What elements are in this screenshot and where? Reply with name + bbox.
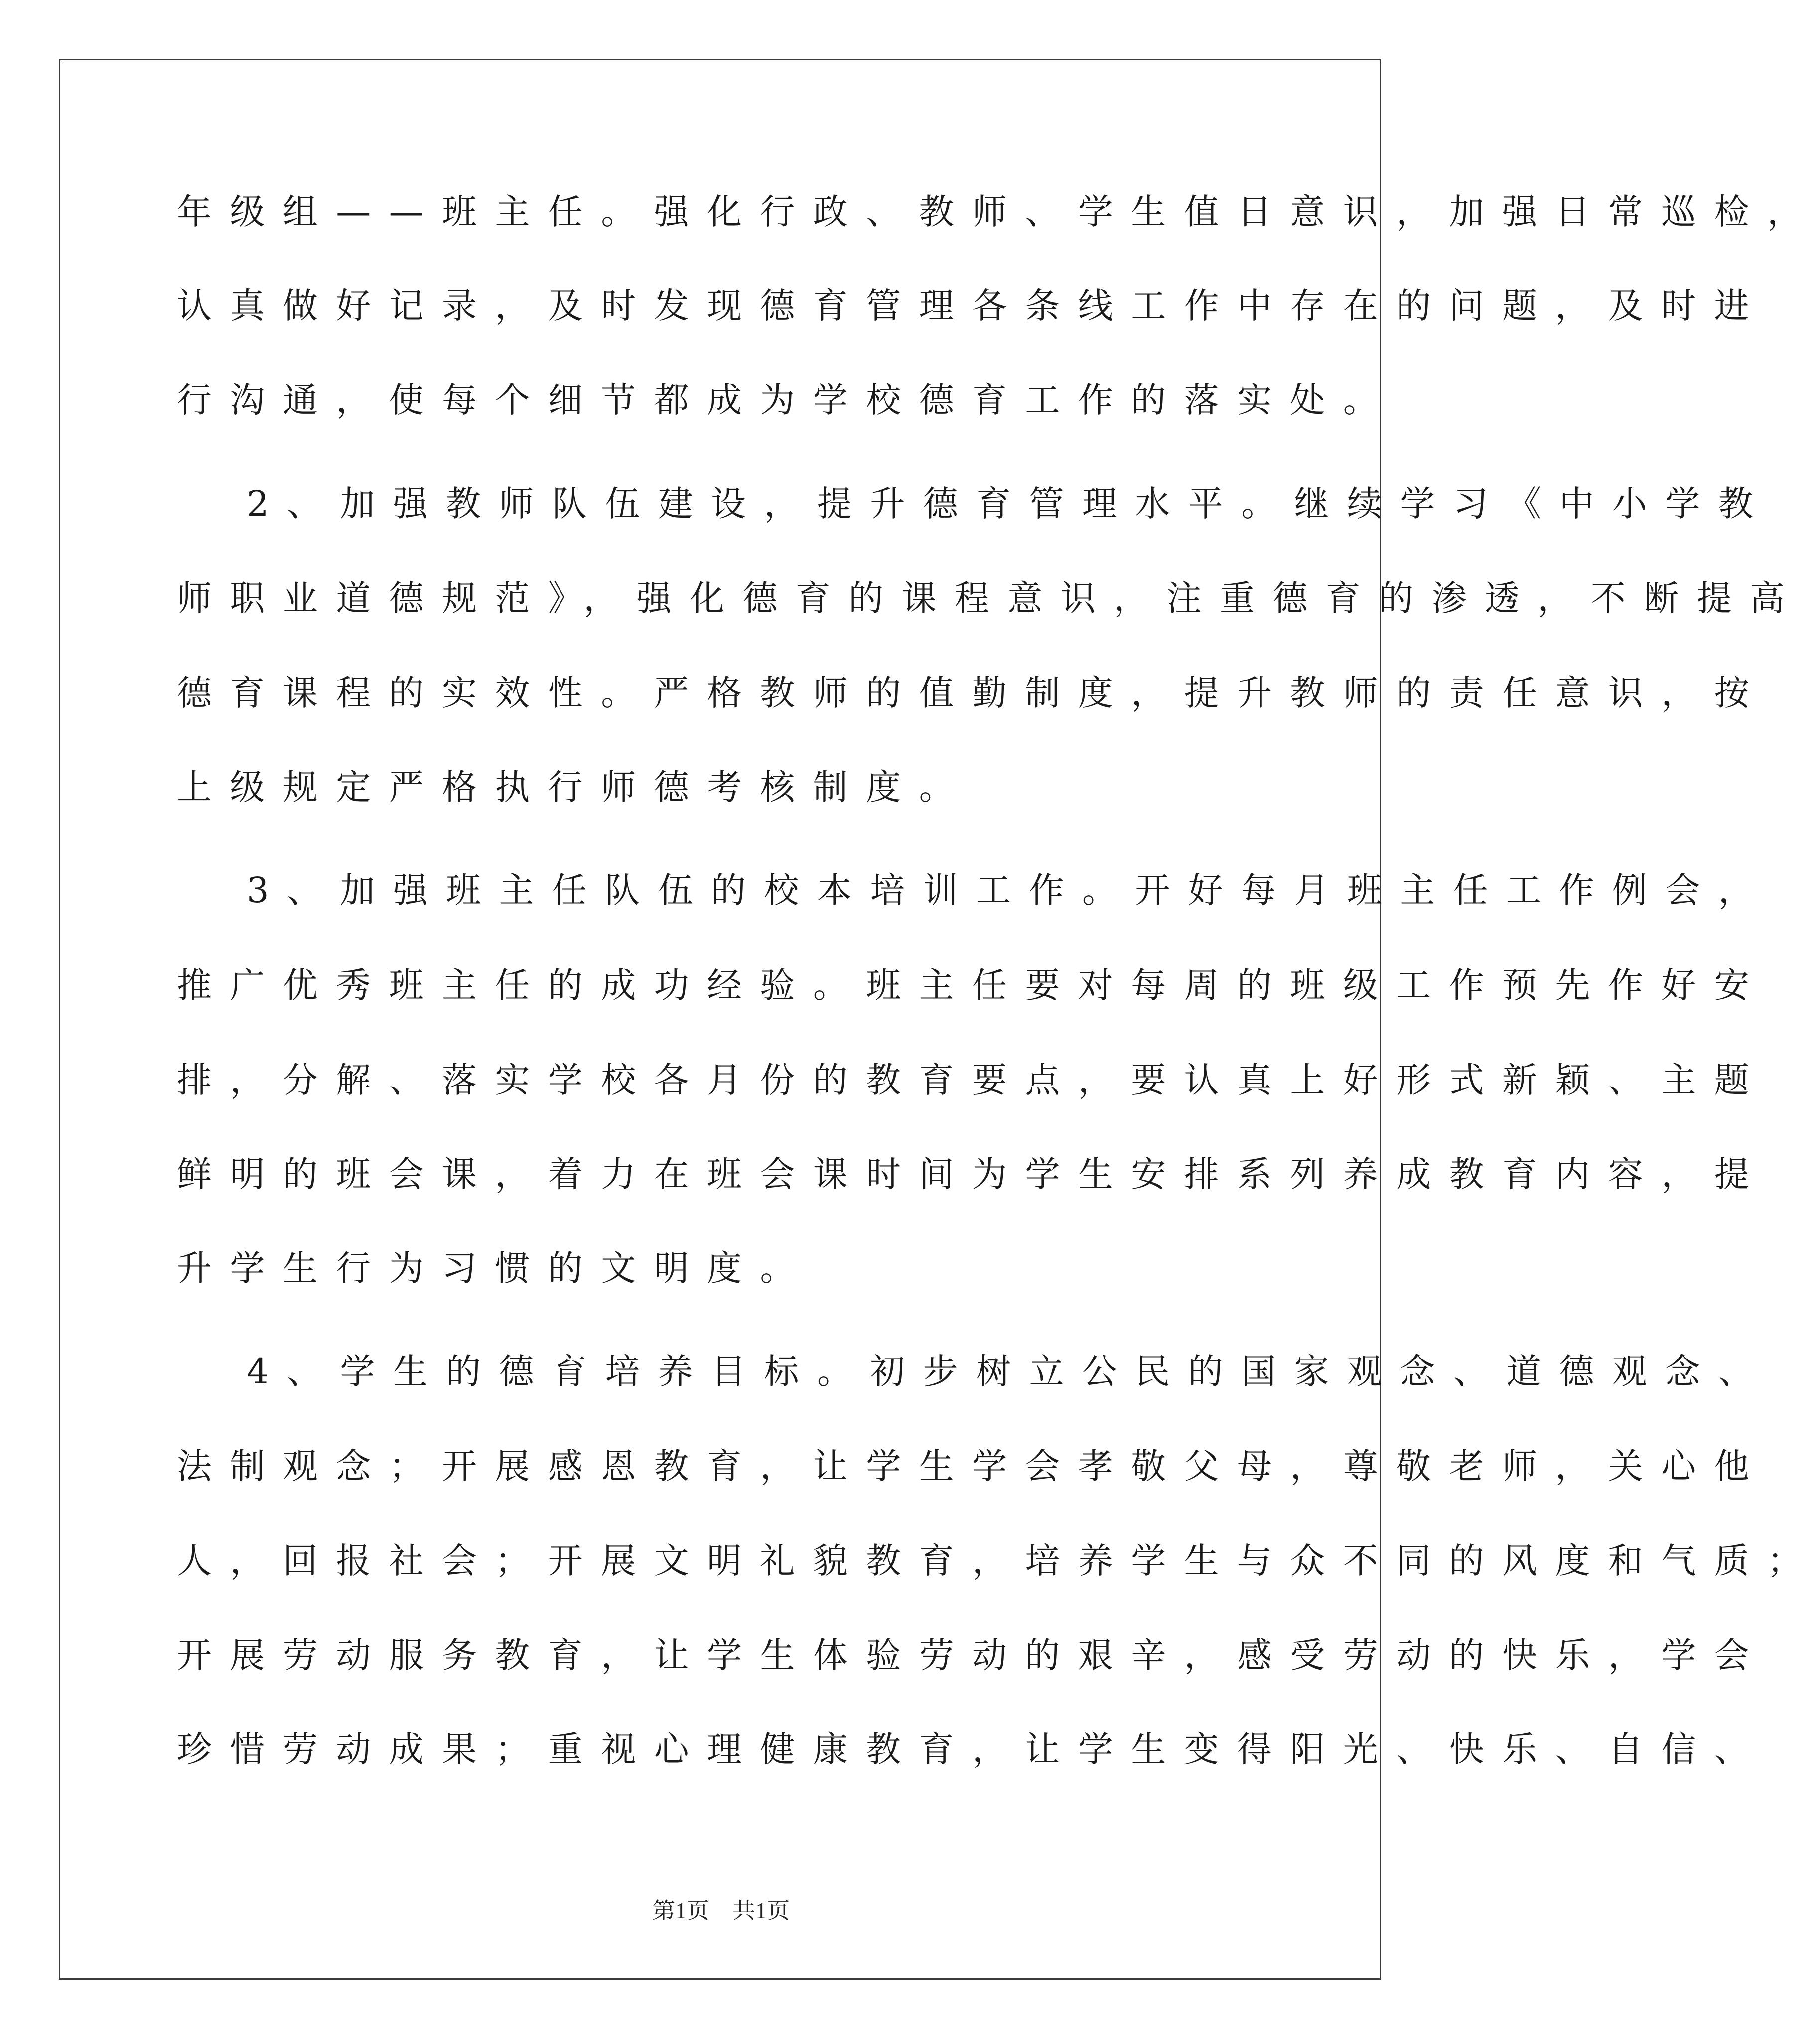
- page-frame: [59, 59, 1820, 1980]
- text-line: 排，分解、落实学校各月份的教育要点，要认真上好形式新颖、主题: [177, 1060, 1767, 1100]
- text-line: 珍惜劳动成果；重视心理健康教育，让学生变得阳光、快乐、自信、: [177, 1729, 1767, 1769]
- text-line: 4、学生的德育培养目标。初步树立公民的国家观念、道德观念、: [247, 1351, 1772, 1392]
- text-line: 师职业道德规范》，强化德育的课程意识，注重德育的渗透，不断提高: [177, 578, 1803, 619]
- text-line: 上级规定严格执行师德考核制度。: [177, 767, 972, 808]
- text-line: 行沟通，使每个细节都成为学校德育工作的落实处。: [177, 380, 1397, 420]
- text-line: 人，回报社会；开展文明礼貌教育，培养学生与众不同的风度和气质；: [177, 1540, 1820, 1581]
- text-line: 鲜明的班会课，着力在班会课时间为学生安排系列养成教育内容，提: [177, 1154, 1767, 1195]
- page-number-footer: 第1页 共1页: [652, 1898, 790, 1923]
- text-line: 法制观念；开展感恩教育，让学生学会孝敬父母，尊敬老师，关心他: [177, 1446, 1767, 1487]
- text-line: 开展劳动服务教育，让学生体验劳动的艰辛，感受劳动的快乐，学会: [177, 1635, 1767, 1676]
- text-line: 认真做好记录，及时发现德育管理各条线工作中存在的问题，及时进: [177, 285, 1767, 326]
- text-line: 3、加强班主任队伍的校本培训工作。开好每月班主任工作例会，: [247, 870, 1772, 911]
- text-line: 升学生行为习惯的文明度。: [177, 1248, 813, 1289]
- text-line: 推广优秀班主任的成功经验。班主任要对每周的班级工作预先作好安: [177, 965, 1767, 1006]
- text-line: 年级组——班主任。强化行政、教师、学生值日意识，加强日常巡检，: [177, 191, 1820, 232]
- text-line: 德育课程的实效性。严格教师的值勤制度，提升教师的责任意识，按: [177, 673, 1767, 713]
- text-line: 2、加强教师队伍建设，提升德育管理水平。继续学习《中小学教: [247, 483, 1772, 524]
